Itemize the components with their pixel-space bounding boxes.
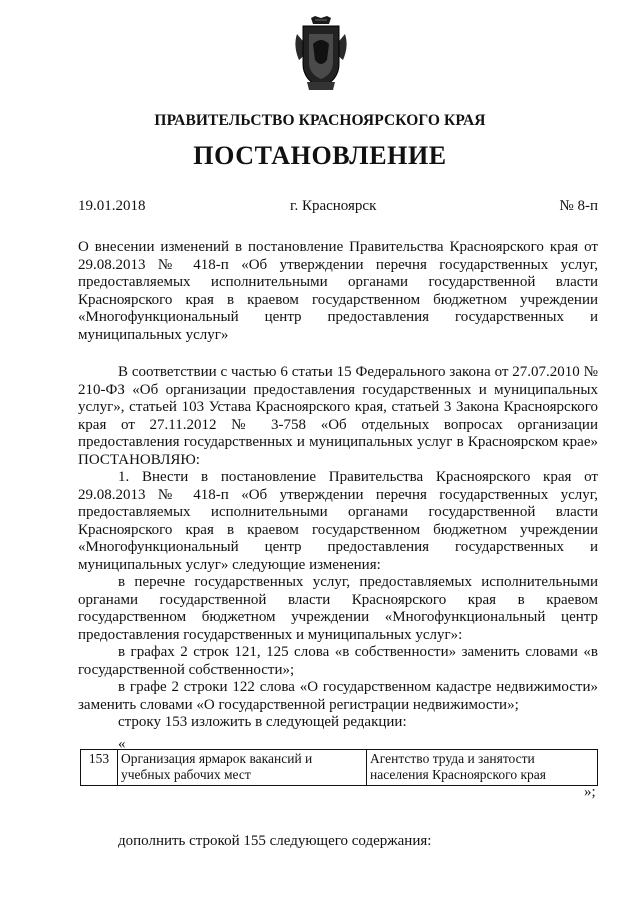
- clause-paragraph: в перечне государственных услуг, предоставляемых исполнительными органами государственной власти Красноярского края в краевом государственном бюджетном учреждении «Многофункциональный центр предоставления государственных и муниципальных услуг»:: [78, 574, 598, 643]
- clause-paragraph: 1. Внести в постановление Правительства Красноярского края от 29.08.2013 № 418-п «Об утверждении перечня государственных услуг, предоставляемых исполнительными органами государственной власти Красноярского края в краевом государственном бюджетном учреждении «Многофункциональный центр предоставления государственных и муниципальных услуг» следующие изменения:: [78, 469, 598, 573]
- document-type: ПОСТАНОВЛЕНИЕ: [193, 141, 447, 170]
- clause-paragraph: в графах 2 строк 121, 125 слова «в собственности» заменить словами «в государственной собственности»;: [78, 644, 598, 678]
- table-row: [81, 750, 598, 786]
- document-title: О внесении изменений в постановление Правительства Красноярского края от 29.08.2013 № 418-п «Об утверждении перечня государственных услуг, предоставляемых исполнительными органами государственной власти Красноярского края в краевом государственном бюджетном учреждении «Многофункциональный центр предоставления государственных и муниципальных услуг»: [78, 239, 598, 343]
- clause-paragraph: в графе 2 строки 122 слова «О государственном кадастре недвижимости» заменить словами «О государственной регистрации недвижимости»;: [78, 679, 598, 713]
- trailing-paragraph: дополнить строкой 155 следующего содержания:: [118, 833, 432, 849]
- quote-open: «: [118, 736, 126, 752]
- document-body: [78, 239, 598, 732]
- table-cell-service: Организация ярмарок вакансий и учебных рабочих мест: [118, 750, 367, 786]
- table-cell-authority: Агентство труда и занятости населения Красноярского края: [367, 750, 598, 786]
- document-meta: [78, 198, 598, 218]
- document-date: 19.01.2018: [78, 198, 146, 214]
- government-title: ПРАВИТЕЛЬСТВО КРАСНОЯРСКОГО КРАЯ: [154, 112, 486, 129]
- coat-of-arms-icon: [293, 16, 349, 92]
- document-number: № 8-п: [559, 198, 598, 214]
- document-city: г. Красноярск: [290, 198, 377, 214]
- preamble-paragraph: В соответствии с частью 6 статьи 15 Федерального закона от 27.07.2010 № 210-ФЗ «Об организации предоставления государственных и муниципальных услуг», статьей 103 Устава Красноярского края, статьей 3 Закона Красноярского края от 27.11.2012 № 3-758 «Об отдельных вопросах организации предоставления государственных и муниципальных услуг в Красноярском крае» ПОСТАНОВЛЯЮ:: [78, 364, 598, 468]
- quote-close: »;: [584, 784, 596, 800]
- services-table: [80, 749, 598, 786]
- clause-paragraph: строку 153 изложить в следующей редакции:: [118, 714, 407, 730]
- table-cell-number: 153: [81, 750, 118, 786]
